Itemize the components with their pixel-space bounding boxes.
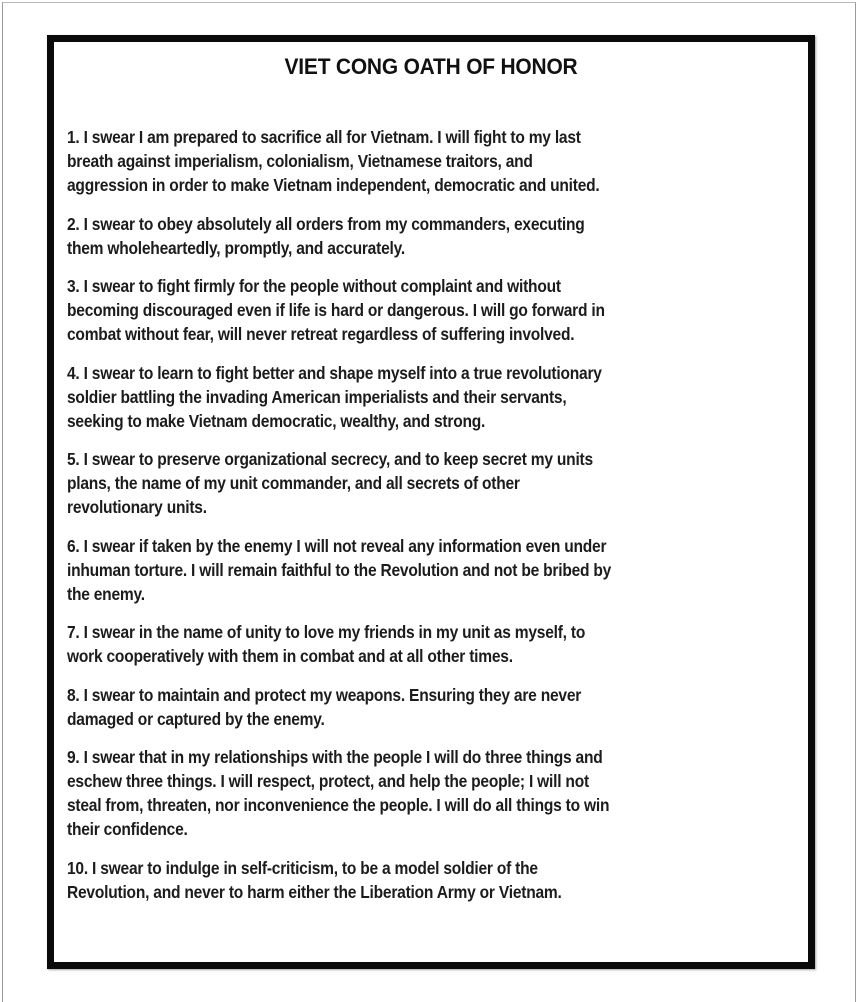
oath-document-box: [47, 35, 815, 969]
oath-line: 5. I swear to preserve organizational secrecy, and to keep secret my units: [67, 449, 593, 469]
oath-line: their confidence.: [67, 819, 188, 839]
oath-line: inhuman torture. I will remain faithful to the Revolution and not be bribed by: [67, 559, 612, 580]
oath-item-4: [67, 361, 807, 433]
oath-line: 1. I swear I am prepared to sacrifice all for Vietnam. I will fight to my last: [67, 127, 581, 147]
oath-line: 7. I swear in the name of unity to love my friends in my unit as myself, to: [67, 622, 586, 642]
oath-line: 6. I swear if taken by the enemy I will not reveal any information even under: [67, 535, 607, 556]
oath-item-3: [67, 274, 807, 346]
oath-item-9: [67, 745, 807, 841]
oath-item-2: [67, 212, 807, 260]
oath-item-10: [67, 856, 807, 904]
oath-line: breath against imperialism, colonialism, Vietnamese traitors, and: [67, 151, 533, 171]
oath-item-7: [67, 620, 807, 668]
oath-line: 4. I swear to learn to fight better and shape myself into a true revolutionary: [67, 362, 602, 383]
oath-line: steal from, threaten, nor inconvenience the people. I will do all things to win: [67, 795, 610, 815]
oath-line: becoming discouraged even if life is hard or dangerous. I will go forward in: [67, 300, 605, 320]
oath-line: Revolution, and never to harm either the Liberation Army or Vietnam.: [67, 881, 562, 902]
oath-list: [67, 125, 807, 918]
oath-line: the enemy.: [67, 583, 145, 604]
oath-line: soldier battling the invading American imperialists and their servants,: [67, 386, 567, 407]
page-frame: [2, 2, 856, 1002]
oath-line: 10. I swear to indulge in self-criticism, to be a model soldier of the: [67, 857, 538, 878]
oath-line: 8. I swear to maintain and protect my weapons. Ensuring they are never: [67, 684, 582, 705]
oath-item-6: [67, 534, 807, 606]
oath-line: 2. I swear to obey absolutely all orders from my commanders, executing: [67, 213, 585, 234]
oath-item-8: [67, 683, 807, 731]
oath-line: seeking to make Vietnam democratic, wealthy, and strong.: [67, 410, 486, 431]
oath-line: combat without fear, will never retreat regardless of suffering involved.: [67, 324, 575, 344]
oath-item-1: [67, 125, 807, 197]
oath-line: aggression in order to make Vietnam independent, democratic and united.: [67, 175, 600, 195]
oath-line: plans, the name of my unit commander, and all secrets of other: [67, 473, 520, 493]
oath-item-5: [67, 447, 807, 519]
oath-line: them wholeheartedly, promptly, and accurately.: [67, 237, 405, 258]
document-title: VIET CONG OATH OF HONOR: [284, 54, 578, 79]
oath-line: eschew three things. I will respect, protect, and help the people; I will not: [67, 771, 589, 791]
oath-line: 9. I swear that in my relationships with the people I will do three things and: [67, 747, 603, 767]
oath-line: damaged or captured by the enemy.: [67, 708, 325, 729]
oath-line: revolutionary units.: [67, 497, 207, 517]
oath-line: 3. I swear to fight firmly for the people without complaint and without: [67, 276, 561, 296]
oath-line: work cooperatively with them in combat and at all other times.: [67, 646, 513, 666]
